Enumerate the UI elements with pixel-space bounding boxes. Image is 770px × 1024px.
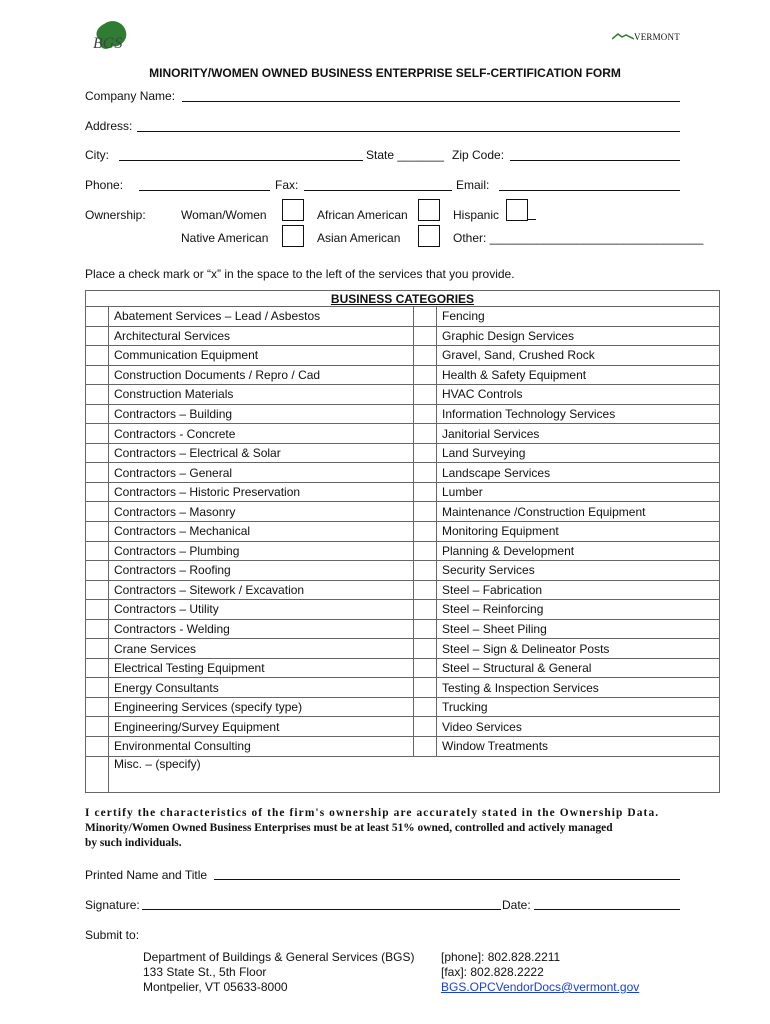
category-row <box>86 600 720 620</box>
certification-line: Minority/Women Owned Business Enterprises must be at least 51% owned, controlled and actively managed <box>85 822 613 834</box>
african-american-checkbox[interactable] <box>418 199 440 221</box>
category-name: Engineering/Survey Equipment <box>109 717 414 737</box>
category-name: Video Services <box>437 717 720 737</box>
category-name: Information Technology Services <box>437 404 720 424</box>
fax-field[interactable] <box>304 190 452 191</box>
category-row <box>86 737 720 757</box>
category-name: Testing & Inspection Services <box>437 678 720 698</box>
hispanic-label: Hispanic <box>453 208 500 222</box>
category-checkbox[interactable] <box>414 502 437 522</box>
certification-line: by such individuals. <box>85 837 182 849</box>
category-name: Landscape Services <box>437 463 720 483</box>
category-checkbox[interactable] <box>86 756 109 792</box>
category-name: Security Services <box>437 561 720 581</box>
category-name: Communication Equipment <box>109 346 414 366</box>
native-american-checkbox[interactable] <box>282 225 304 247</box>
category-name: Contractors – Utility <box>109 600 414 620</box>
category-checkbox[interactable] <box>414 619 437 639</box>
category-name: Contractors - Welding <box>109 619 414 639</box>
category-name: Steel – Sign & Delineator Posts <box>437 639 720 659</box>
category-row <box>86 326 720 346</box>
category-checkbox[interactable] <box>86 541 109 561</box>
category-checkbox[interactable] <box>414 561 437 581</box>
hispanic-underline <box>528 219 536 220</box>
address-label: Address: <box>85 119 133 133</box>
category-name: Contractors – Plumbing <box>109 541 414 561</box>
category-name: Contractors – Building <box>109 404 414 424</box>
category-checkbox[interactable] <box>86 326 109 346</box>
bgs-logo-text: BGS <box>93 35 123 52</box>
zip-label: Zip Code: <box>452 148 505 162</box>
category-name: Contractors – Roofing <box>109 561 414 581</box>
category-name: Window Treatments <box>437 737 720 757</box>
signature-field[interactable] <box>142 909 501 910</box>
category-name: Construction Documents / Repro / Cad <box>109 365 414 385</box>
category-checkbox[interactable] <box>86 717 109 737</box>
category-row <box>86 346 720 366</box>
category-checkbox[interactable] <box>414 346 437 366</box>
signature-label: Signature: <box>85 898 140 912</box>
vermont-logo <box>612 30 680 44</box>
category-name: Steel – Sheet Piling <box>437 619 720 639</box>
category-checkbox[interactable] <box>86 678 109 698</box>
category-row <box>86 502 720 522</box>
woman-checkbox[interactable] <box>282 199 304 221</box>
category-checkbox[interactable] <box>86 346 109 366</box>
category-row <box>86 697 720 717</box>
category-row <box>86 385 720 405</box>
date-label: Date: <box>502 898 531 912</box>
category-name: Engineering Services (specify type) <box>109 697 414 717</box>
phone-label: Phone: <box>85 178 124 192</box>
mountain-icon <box>612 32 634 42</box>
certification-line: I certify the characteristics of the firm's ownership are accurately stated in the Ownership Data. <box>85 807 660 819</box>
category-checkbox[interactable] <box>414 326 437 346</box>
asian-american-label: Asian American <box>317 231 401 245</box>
category-checkbox[interactable] <box>86 443 109 463</box>
printed-name-field[interactable] <box>214 879 680 880</box>
instruction-text: Place a check mark or “x” in the space to the left of the services that you provide. <box>85 267 515 281</box>
address-field[interactable] <box>137 131 680 132</box>
category-row <box>86 424 720 444</box>
category-row <box>86 619 720 639</box>
category-checkbox[interactable] <box>414 737 437 757</box>
category-name: Abatement Services – Lead / Asbestos <box>109 307 414 327</box>
business-categories-header: BUSINESS CATEGORIES <box>86 291 720 307</box>
category-checkbox[interactable] <box>414 385 437 405</box>
city-field[interactable] <box>119 160 363 161</box>
category-checkbox[interactable] <box>86 502 109 522</box>
category-name: Contractors – Masonry <box>109 502 414 522</box>
category-checkbox[interactable] <box>86 463 109 483</box>
category-row <box>86 639 720 659</box>
city-label: City: <box>85 148 109 162</box>
email-link[interactable]: BGS.OPCVendorDocs@vermont.gov <box>441 980 640 994</box>
category-row <box>86 580 720 600</box>
category-checkbox[interactable] <box>86 385 109 405</box>
category-checkbox[interactable] <box>414 717 437 737</box>
category-row <box>86 678 720 698</box>
hispanic-checkbox[interactable] <box>506 199 528 221</box>
category-name: Steel – Reinforcing <box>437 600 720 620</box>
category-name: Environmental Consulting <box>109 737 414 757</box>
category-row <box>86 658 720 678</box>
category-name: Graphic Design Services <box>437 326 720 346</box>
category-checkbox[interactable] <box>414 443 437 463</box>
category-name: Lumber <box>437 482 720 502</box>
category-name: Contractors – Mechanical <box>109 522 414 542</box>
vermont-logo-text: VERMONT <box>634 32 680 42</box>
category-checkbox[interactable] <box>86 619 109 639</box>
other-field[interactable]: Other: ________________________________ <box>453 231 704 245</box>
category-name: Energy Consultants <box>109 678 414 698</box>
category-name: Steel – Fabrication <box>437 580 720 600</box>
category-checkbox[interactable] <box>414 365 437 385</box>
category-checkbox[interactable] <box>86 639 109 659</box>
submit-label: Submit to: <box>85 928 140 942</box>
asian-american-checkbox[interactable] <box>418 225 440 247</box>
category-row <box>86 561 720 581</box>
category-name: Planning & Development <box>437 541 720 561</box>
category-name: Contractors – Electrical & Solar <box>109 443 414 463</box>
date-field[interactable] <box>534 909 680 910</box>
category-name: Gravel, Sand, Crushed Rock <box>437 346 720 366</box>
category-checkbox[interactable] <box>414 522 437 542</box>
email-field[interactable] <box>499 190 680 191</box>
category-name: Janitorial Services <box>437 424 720 444</box>
category-checkbox[interactable] <box>414 541 437 561</box>
woman-label: Woman/Women <box>181 208 267 222</box>
company-name-field[interactable] <box>182 101 680 102</box>
category-checkbox[interactable] <box>414 482 437 502</box>
african-american-label: African American <box>317 208 408 222</box>
category-checkbox[interactable] <box>414 600 437 620</box>
category-checkbox[interactable] <box>86 658 109 678</box>
category-name: Contractors – Historic Preservation <box>109 482 414 502</box>
fax-label: Fax: <box>275 178 299 192</box>
category-row <box>86 717 720 737</box>
page-title: MINORITY/WOMEN OWNED BUSINESS ENTERPRISE SELF-CERTIFICATION FORM <box>149 66 621 80</box>
category-name: Health & Safety Equipment <box>437 365 720 385</box>
category-checkbox[interactable] <box>414 404 437 424</box>
category-name: Land Surveying <box>437 443 720 463</box>
category-checkbox[interactable] <box>86 522 109 542</box>
category-name: Maintenance /Construction Equipment <box>437 502 720 522</box>
email-label: Email: <box>456 178 490 192</box>
category-checkbox[interactable] <box>414 658 437 678</box>
zip-field[interactable] <box>510 160 680 161</box>
category-checkbox[interactable] <box>414 307 437 327</box>
category-row <box>86 307 720 327</box>
category-name: Architectural Services <box>109 326 414 346</box>
category-checkbox[interactable] <box>86 697 109 717</box>
submit-contact <box>441 950 639 995</box>
category-row <box>86 482 720 502</box>
category-checkbox[interactable] <box>414 424 437 444</box>
bgs-logo <box>90 18 130 54</box>
category-checkbox[interactable] <box>86 482 109 502</box>
fax-number: [fax]: 802.828.2222 <box>441 965 544 979</box>
category-name: HVAC Controls <box>437 385 720 405</box>
phone-field[interactable] <box>139 190 270 191</box>
category-checkbox[interactable] <box>414 639 437 659</box>
native-american-label: Native American <box>181 231 269 245</box>
category-checkbox[interactable] <box>414 463 437 483</box>
category-row <box>86 541 720 561</box>
category-checkbox[interactable] <box>86 600 109 620</box>
city-address: Montpelier, VT 05633-8000 <box>143 980 288 994</box>
category-row <box>86 365 720 385</box>
category-checkbox[interactable] <box>86 561 109 581</box>
phone-number: [phone]: 802.828.2211 <box>441 950 561 964</box>
category-name: Construction Materials <box>109 385 414 405</box>
category-row <box>86 404 720 424</box>
street-address: 133 State St., 5th Floor <box>143 965 267 979</box>
category-name: Contractors – General <box>109 463 414 483</box>
category-name: Contractors - Concrete <box>109 424 414 444</box>
category-checkbox[interactable] <box>86 424 109 444</box>
category-checkbox[interactable] <box>86 404 109 424</box>
category-name: Electrical Testing Equipment <box>109 658 414 678</box>
category-row <box>86 522 720 542</box>
category-checkbox[interactable] <box>414 580 437 600</box>
certification-statement <box>85 806 680 851</box>
category-name: Contractors – Sitework / Excavation <box>109 580 414 600</box>
company-name-label: Company Name: <box>85 89 176 103</box>
category-row <box>86 443 720 463</box>
category-checkbox[interactable] <box>414 697 437 717</box>
category-name: Steel – Structural & General <box>437 658 720 678</box>
category-checkbox[interactable] <box>86 365 109 385</box>
state-label[interactable]: State _______ <box>366 148 445 162</box>
category-name: Crane Services <box>109 639 414 659</box>
category-row <box>86 463 720 483</box>
misc-row <box>86 756 720 792</box>
printed-name-label: Printed Name and Title <box>85 868 208 882</box>
business-categories-table <box>85 290 720 793</box>
category-name: Fencing <box>437 307 720 327</box>
category-checkbox[interactable] <box>86 580 109 600</box>
ownership-label: Ownership: <box>85 208 146 222</box>
category-checkbox[interactable] <box>414 678 437 698</box>
misc-specify-field[interactable]: Misc. – (specify) <box>109 756 720 792</box>
category-checkbox[interactable] <box>86 307 109 327</box>
submit-address <box>143 950 414 995</box>
category-checkbox[interactable] <box>86 737 109 757</box>
category-name: Monitoring Equipment <box>437 522 720 542</box>
category-name: Trucking <box>437 697 720 717</box>
department-name: Department of Buildings & General Services (BGS) <box>143 950 415 964</box>
